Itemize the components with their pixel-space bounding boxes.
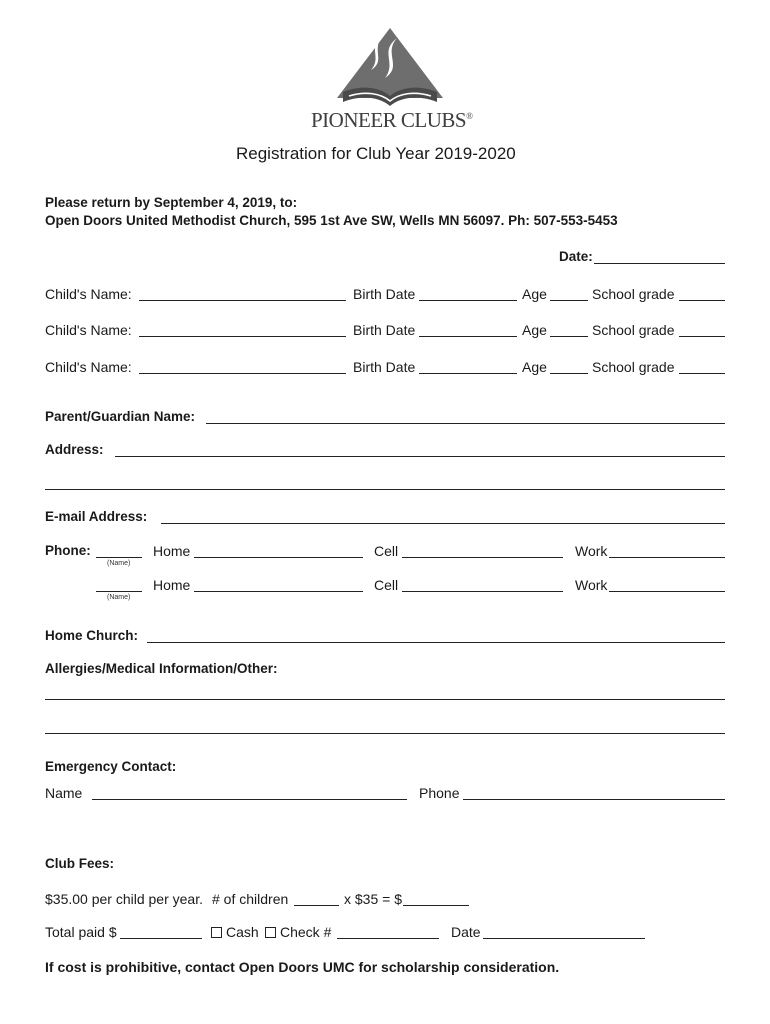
- date-field[interactable]: [594, 263, 725, 264]
- age-label: Age: [522, 359, 547, 375]
- fee-multiplier-text: x $35 = $: [344, 891, 402, 907]
- email-field[interactable]: [161, 523, 725, 524]
- date-label: Date:: [559, 249, 593, 264]
- age-label: Age: [522, 322, 547, 338]
- work-phone-field[interactable]: [609, 557, 725, 558]
- phone-name-field[interactable]: [96, 557, 142, 558]
- child-name-label: Child's Name:: [45, 322, 132, 338]
- child-name-field[interactable]: [139, 373, 346, 374]
- work-phone-label: Work: [575, 543, 608, 559]
- parent-name-field[interactable]: [206, 423, 725, 424]
- email-label: E-mail Address:: [45, 509, 148, 524]
- pioneer-clubs-logo: [305, 22, 475, 134]
- page-title: Registration for Club Year 2019-2020: [236, 144, 516, 163]
- payment-date-label: Date: [451, 924, 481, 940]
- payment-date-field[interactable]: [483, 938, 645, 939]
- allergies-field-line1[interactable]: [45, 699, 725, 700]
- birth-date-label: Birth Date: [353, 286, 416, 302]
- check-option[interactable]: [265, 924, 331, 940]
- logo-text: PIONEER CLUBS: [311, 108, 467, 132]
- emergency-contact-heading: Emergency Contact:: [45, 759, 177, 774]
- check-number-field[interactable]: [337, 938, 439, 939]
- work-phone-label: Work: [575, 577, 608, 593]
- child-name-label: Child's Name:: [45, 359, 132, 375]
- parent-name-label: Parent/Guardian Name:: [45, 409, 196, 424]
- phone-label: Phone:: [45, 543, 91, 558]
- home-phone-label: Home: [153, 577, 191, 593]
- cash-checkbox[interactable]: [211, 927, 222, 938]
- age-label: Age: [522, 286, 547, 302]
- church-address-text: Open Doors United Methodist Church, 595 1st Ave SW, Wells MN 56097. Ph: 507-553-5453: [45, 213, 618, 228]
- school-grade-field[interactable]: [679, 300, 725, 301]
- address-field[interactable]: [115, 456, 725, 457]
- registered-mark: ®: [466, 111, 473, 121]
- allergies-field-line2[interactable]: [45, 733, 725, 734]
- school-grade-field[interactable]: [679, 373, 725, 374]
- allergies-label: Allergies/Medical Information/Other:: [45, 661, 278, 676]
- work-phone-field[interactable]: [609, 591, 725, 592]
- address-label: Address:: [45, 442, 104, 457]
- cell-phone-label: Cell: [374, 577, 399, 593]
- school-grade-label: School grade: [592, 286, 675, 302]
- total-paid-label: Total paid $: [45, 924, 117, 940]
- age-field[interactable]: [550, 336, 588, 337]
- home-phone-label: Home: [153, 543, 191, 559]
- home-church-label: Home Church:: [45, 628, 139, 643]
- check-label: Check #: [280, 924, 332, 940]
- school-grade-label: School grade: [592, 359, 675, 375]
- children-count-field[interactable]: [294, 905, 339, 906]
- birth-date-label: Birth Date: [353, 359, 416, 375]
- cash-label: Cash: [226, 924, 259, 940]
- birth-date-field[interactable]: [419, 300, 517, 301]
- cell-phone-field[interactable]: [402, 591, 563, 592]
- home-church-field[interactable]: [147, 642, 725, 643]
- name-hint: (Name): [107, 594, 131, 601]
- club-fees-heading: Club Fees:: [45, 856, 115, 871]
- child-name-label: Child's Name:: [45, 286, 132, 302]
- school-grade-field[interactable]: [679, 336, 725, 337]
- birth-date-label: Birth Date: [353, 322, 416, 338]
- age-field[interactable]: [550, 373, 588, 374]
- age-field[interactable]: [550, 300, 588, 301]
- home-phone-field[interactable]: [194, 557, 363, 558]
- child-name-field[interactable]: [139, 300, 346, 301]
- scholarship-note: If cost is prohibitive, contact Open Doors UMC for scholarship consideration.: [45, 959, 560, 975]
- birth-date-field[interactable]: [419, 373, 517, 374]
- emergency-name-label: Name: [45, 785, 83, 801]
- phone-name-field[interactable]: [96, 591, 142, 592]
- total-paid-field[interactable]: [120, 938, 202, 939]
- cash-option[interactable]: [211, 924, 259, 940]
- check-checkbox[interactable]: [265, 927, 276, 938]
- return-by-text: Please return by September 4, 2019, to:: [45, 195, 298, 210]
- address-field-line2[interactable]: [45, 489, 725, 490]
- name-hint: (Name): [107, 560, 131, 567]
- cell-phone-field[interactable]: [402, 557, 563, 558]
- child-name-field[interactable]: [139, 336, 346, 337]
- fee-rate-text: $35.00 per child per year.: [45, 891, 203, 907]
- children-count-label: # of children: [212, 891, 289, 907]
- emergency-phone-label: Phone: [419, 785, 460, 801]
- emergency-name-field[interactable]: [92, 799, 407, 800]
- school-grade-label: School grade: [592, 322, 675, 338]
- emergency-phone-field[interactable]: [463, 799, 725, 800]
- cell-phone-label: Cell: [374, 543, 399, 559]
- fee-total-field[interactable]: [403, 905, 469, 906]
- birth-date-field[interactable]: [419, 336, 517, 337]
- home-phone-field[interactable]: [194, 591, 363, 592]
